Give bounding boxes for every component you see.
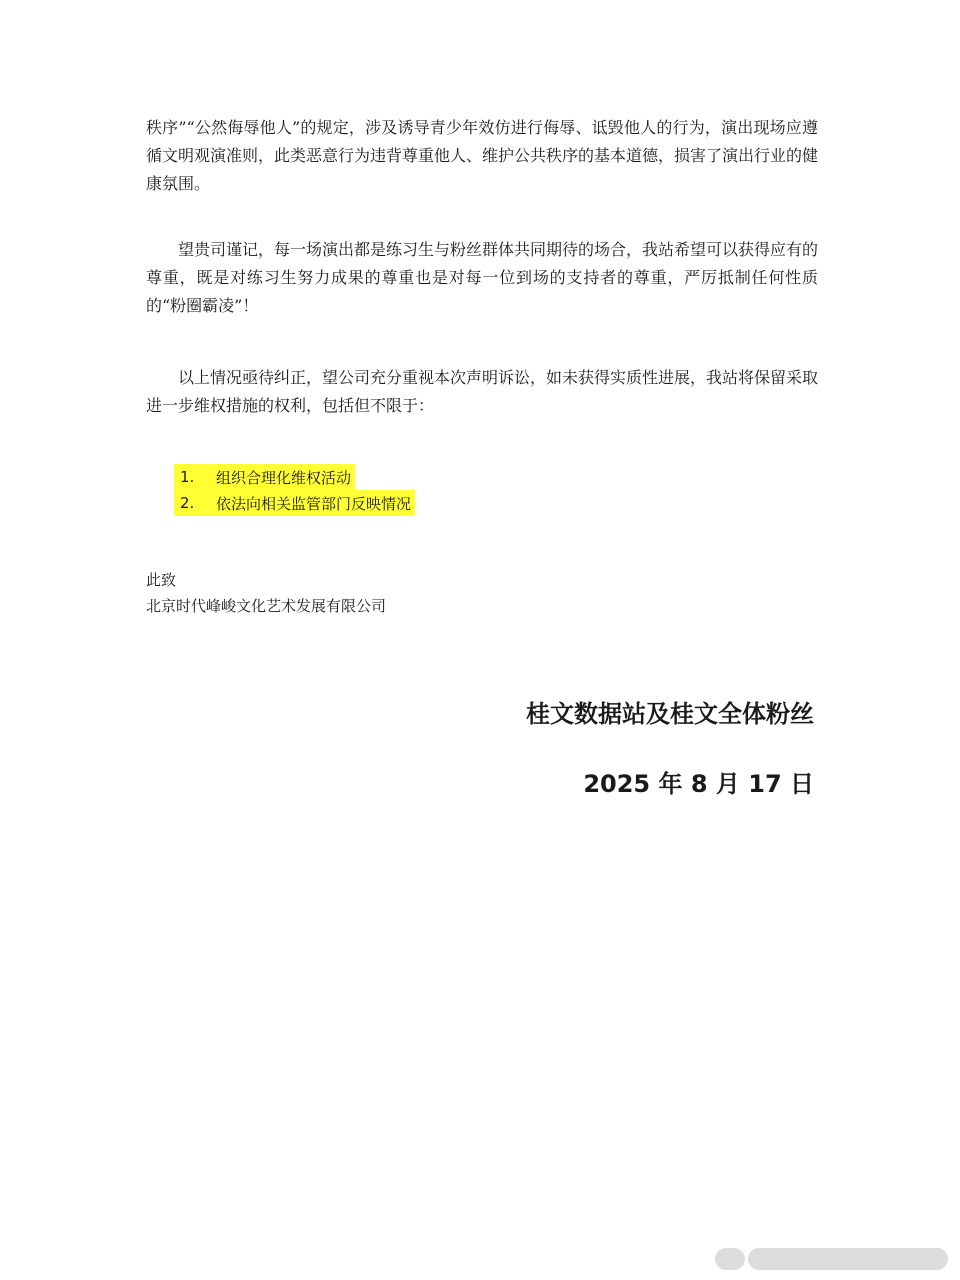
list-item (174, 464, 355, 490)
paragraph-2: 望贵司谨记，每一场演出都是练习生与粉丝群体共同期待的场合，我站希望可以获得应有的尊重，既是对练习生努力成果的尊重也是对每一位到场的支持者的尊重，严厉抵制任何性质的“粉圈霸凌”！ (146, 240, 819, 315)
list-item-number: 1. (180, 468, 195, 486)
salutation: 此致 (146, 571, 177, 589)
watermark-bar (748, 1248, 948, 1270)
paragraph-1: 秩序”“公然侮辱他人”的规定，涉及诱导青少年效仿进行侮辱、诋毁他人的行为，演出现场应遵循文明观演准则，此类恶意行为违背尊重他人、维护公共秩序的基本道德，损害了演出行业的健康氛围。 (146, 118, 819, 193)
watermark-bar (715, 1248, 745, 1270)
recipient: 北京时代峰峻文化艺术发展有限公司 (146, 597, 387, 615)
paragraph-3: 以上情况亟待纠正，望公司充分重视本次声明诉讼，如未获得实质性进展，我站将保留采取进一步维权措施的权利，包括但不限于： (146, 368, 819, 415)
list-item (174, 490, 415, 516)
list-item-text: 依法向相关监管部门反映情况 (216, 494, 412, 513)
watermark-logo (678, 1244, 948, 1274)
list-item-text: 组织合理化维权活动 (216, 468, 352, 487)
date: 2025 年 8 月 17 日 (583, 770, 814, 798)
signature: 桂文数据站及桂文全体粉丝 (526, 700, 814, 728)
list-item-number: 2. (180, 494, 195, 512)
measures-list (174, 464, 415, 516)
